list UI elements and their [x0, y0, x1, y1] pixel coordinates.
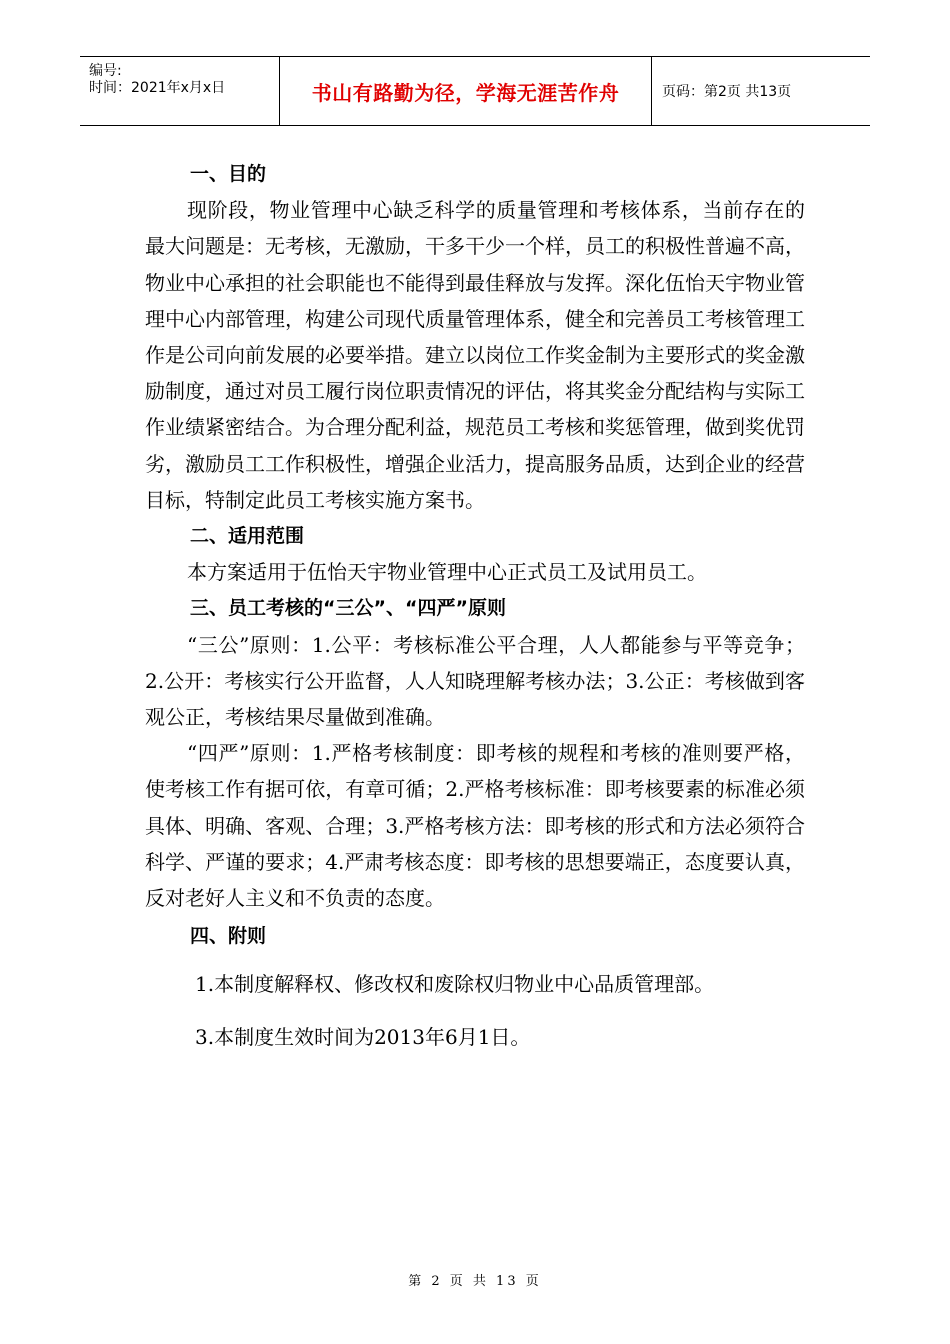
page-footer: 第 2 页 共 13 页 [408, 1274, 542, 1289]
paragraph-purpose: 现阶段，物业管理中心缺乏科学的质量管理和考核体系，当前存在的最大问题是：无考核，无激励，干多干少一个样，员工的积极性普遍不高，物业中心承担的社会职能也不能得到最佳释放与发挥。深化伍怡天宇物业管理中心内部管理，构建公司现代质量管理体系，健全和完善员工考核管理工作是公司向前发展的必要举措。建立以岗位工作奖金制为主要形式的奖金激励制度，通过对员工履行岗位职责情况的评估，将其奖金分配结构与实际工作业绩紧密结合。为合理分配利益，规范员工考核和奖惩管理，做到奖优罚劣，激励员工工作积极性，增强企业活力，提高服务品质，达到企业的经营目标，特制定此员工考核实施方案书。 [145, 198, 805, 512]
section-heading-principles: 三、员工考核的“三公”、“四严”原则 [190, 597, 506, 620]
paragraph-scope: 本方案适用于伍怡天宇物业管理中心正式员工及试用员工。 [187, 560, 707, 585]
document-body [145, 156, 805, 1055]
document-number-label: 编号: [89, 63, 122, 79]
appendix-rule-1: 1.本制度解释权、修改权和废除权归物业中心品质管理部。 [195, 972, 715, 997]
section-heading-appendix: 四、附则 [190, 925, 267, 948]
paragraph-four-strict: “四严”原则：1.严格考核制度：即考核的规程和考核的准则要严格，使考核工作有据可依，有章可循；2.严格考核标准：即考核要素的标准必须具体、明确、客观、合理；3.严格考核方法：即考核的形式和方法必须符合科学、严谨的要求；4.严肃考核态度：即考核的思想要端正，态度要认真，反对老好人主义和不负责的态度。 [145, 741, 805, 911]
document-time-label: 时间：2021年x月x日 [89, 80, 226, 96]
section-heading-scope: 二、适用范围 [190, 525, 305, 548]
paragraph-three-public: “三公”原则：1.公平：考核标准公平合理，人人都能参与平等竞争；2.公开：考核实行公开监督，人人知晓理解考核办法；3.公正：考核做到客观公正，考核结果尽量做到准确。 [145, 632, 805, 730]
header-meta [80, 57, 280, 125]
page-header [80, 56, 870, 126]
header-motto: 书山有路勤为径，学海无涯苦作舟 [280, 57, 652, 125]
header-page-info: 页码：第2页 共13页 [662, 84, 792, 100]
appendix-rule-3: 3.本制度生效时间为2013年6月1日。 [195, 1024, 531, 1049]
section-heading-purpose: 一、目的 [190, 163, 267, 185]
